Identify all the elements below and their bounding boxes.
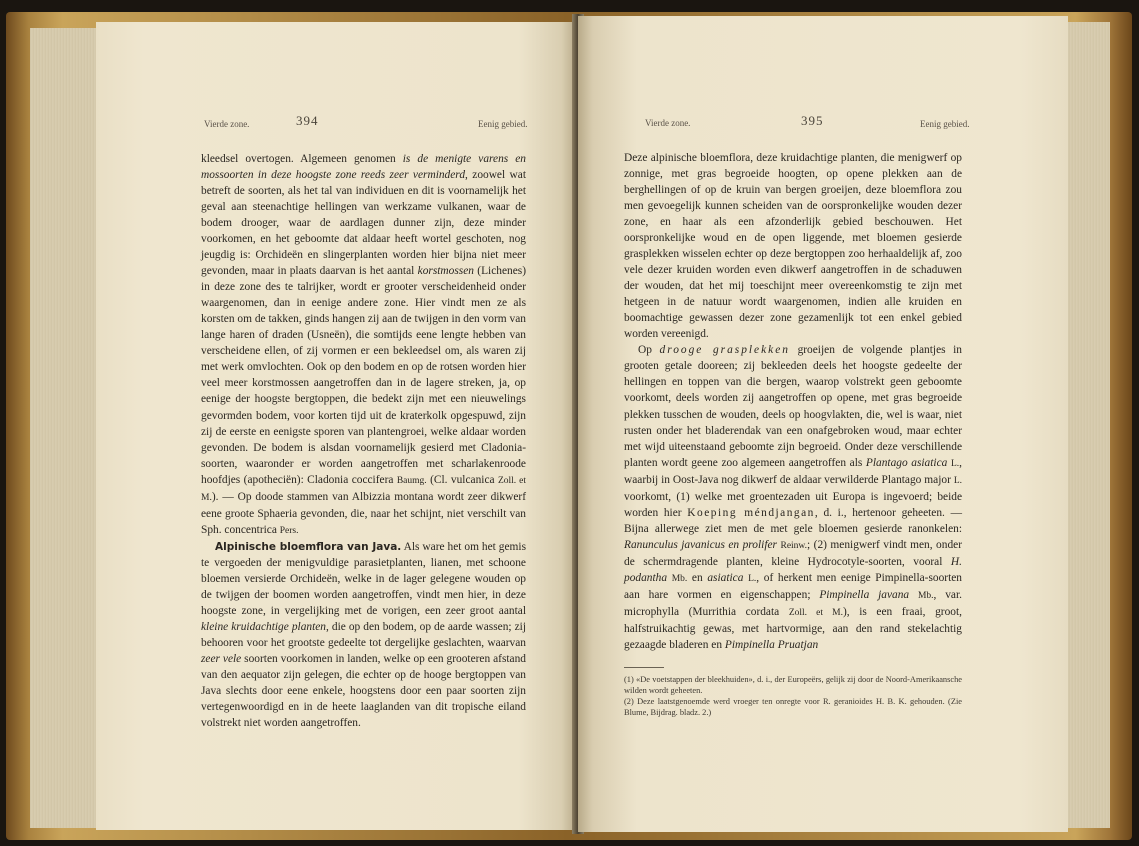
left-body-text — [201, 151, 526, 731]
left-page-number: 394 — [296, 113, 319, 128]
left-paragraph-1: kleedsel overtogen. Algemeen genomen is de menigte varens en mossoorten in deze hoogste zone reeds zeer verminderd, zoowel wat betreft de soorten, als het tal van individuen en dit is voornamelijk het geval aan steenachtige hellingen van werkzame vulkanen, waar de bodem drooger, waar de aardlagen dunner zijn, deze minder voorkomen, en het geboomte dat aldaar heeft wortel geschoten, nog jeugdig is: Orchideën en slingerplanten worden hier bijna niet meer gevonden, maar in plaats daarvan is het aantal korstmossen (Lichenes) in deze zone des te talrijker, wordt er grooter verscheidenheid onder waargenomen, dan in eenige andere zone. Hier vindt men ze als korsten om de takken, ginds hangen zij aan de twijgen in den vorm van lange haren of draden (Usneën), die somtijds eene lengte hebben van verscheidene ellen, of zij vormen er een bekleedsel om, als waren zij met werk omvlochten. Ook op den bodem en op de rotsen worden hier veel meer korstmossen aangetroffen dan in de lagere streken, ja, op eenige der hoogste bergtoppen, die bedekt zijn met een nieuwelings gevormden bodem, voor korten tijd uit de kraterkolk opgespuwd, zijn zij de eerste en eenigste sporen van plantengroei, welke aldaar worden gevonden. De bodem is alsdan voornamelijk gesierd met Cladonia-soorten, waaronder er worden aangetroffen met scharlakenroode hoofdjes (apotheciën): Cladonia coccifera Baumg. (Cl. vulcanica Zoll. et M.). — Op doode stammen van Albizzia montana wordt zeer dikwerf eene groote Sphaeria gevonden, die, naar het schijnt, niet verschilt van Sph. concentrica Pers. — [201, 153, 526, 536]
left-running-header-right: Eenig gebied. — [478, 119, 528, 129]
section-text: Als ware het om het gemis te vergoeden der menigvuldige parasietplanten, lianen, met schoone bloemen versierde Orchideën, welke in de lager gelegene wouden op de twijgen der boomen worden aangetroffen, vindt men hier, in deze hoogste zone, in vergelijking met de vorigen, een zeer groot aantal kleine kruidachtige planten, die op den bodem, op de aarde wassen; zij behooren voor het grootste gedeelte tot dergelijke geslachten, waarvan zeer vele soorten voorkomen in landen, welke op een grooteren afstand van den aequator zijn gelegen, die echter op de hooge bergtoppen van Java slechts door eene enkele, hoogstens door een paar soorten zijn vertegenwoordigd en in de heete laaglanden van dit tropische eiland volstrekt niet worden aangetroffen. — [201, 540, 526, 730]
left-running-header: Vierde zone. — [204, 119, 250, 129]
page-edges-right — [1066, 22, 1110, 828]
page-edges-left — [30, 28, 96, 828]
right-paragraph-1: Deze alpinische bloemflora, deze kruidachtige planten, die menigwerf op zonnige, met gras begroeide hoogten, op opene plekken aan de berghellingen of op de kruin van bergen groeijen, deze bloemflora zou men gevoegelijk kunnen scheiden van de oorspronkelijke wouden dezer zone, en haar als een afzonderlijk gebied beschouwen. Het oorspronkelijke woud en de open liggende, met bloemen gesierde grasplekken wisselen echter op deze bergtoppen zoo herhaaldelijk af, zoo vele dezer kruiden worden even dikwerf aangetroffen in de schaduwen der wouden, dat het mij toeschijnt meer overeenkomstig te zijn met hetgeen in de natuur wordt waargenomen, indien alle kruiden en boomachtige gewassen dezer zone gezamenlijk tot een enkel gebied worden vereenigd. — [624, 152, 962, 341]
right-page-number: 395 — [801, 113, 824, 128]
footnote-1: (1) «De voetstappen der bleekhuiden», d. i., der Europeërs, gelijk zij door de Noord-Amerikaansche wilden wordt geheeten. — [624, 675, 962, 695]
right-page — [578, 16, 1068, 832]
right-running-header: Vierde zone. — [645, 118, 691, 128]
left-paragraph-2 — [201, 539, 526, 731]
right-running-header-right: Eenig gebied. — [920, 119, 970, 129]
footnote-2: (2) Deze laatstgenoemde werd vroeger ten onregte voor R. geranioides H. B. K. gehouden. (Zie Blume, Bijdrag. bladz. 2.) — [624, 697, 962, 717]
footnotes — [624, 674, 962, 718]
right-body-text — [624, 150, 962, 653]
right-paragraph-2: Op drooge grasplekken groeijen de volgende plantjes in grooten getale dooreen; zij bekleeden deels het hoogste gedeelte der hellingen en toppen van die bergen, waarop volstrekt geen geboomte voorkomt, deels worden zij aangetroffen op opene, met gras begroeide plekken tusschen de wouden, deels op hoogvlakten, die, wel is waar, niet rusten onder het bladerendak van een onafgebroken woud, maar echter met wijd uiteenstaand geboomte zijn begroeid. Onder deze verschillende planten wordt geene zoo algemeen aangetroffen als Plantago asiatica L., waarbij in Oost-Java nog dikwerf de aldaar verwilderde Plantago major L. voorkomt, (1) welke met groentezaden uit Europa is ingevoerd; beide worden hier Koeping méndjangan, d. i., hertenoor geheeten. — Bijna allerwege ziet men de met gele bloemen gesierde ranonkelen: Ranunculus javanicus en prolifer Reinw.; (2) menigwerf vindt men, onder de schermdragende planten, kleine Hydrocotyle-soorten, vooral H. podantha Mb. en asiatica L., of herkent men eenige Pimpinella-soorten aan hare vormen en eigenschappen; Pimpinella javana Mb., var. microphylla (Murrithia cordata Zoll. et M.), is een fraai, groot, halfstruikachtig gewas, met hartvormige, aan den rand stekelachtig gezaagde bladeren en Pimpinella Pruatjan — [624, 344, 962, 651]
left-page — [96, 22, 576, 830]
section-heading: Alpinische bloemflora van Java. — [215, 540, 402, 553]
footnote-rule — [624, 667, 664, 668]
